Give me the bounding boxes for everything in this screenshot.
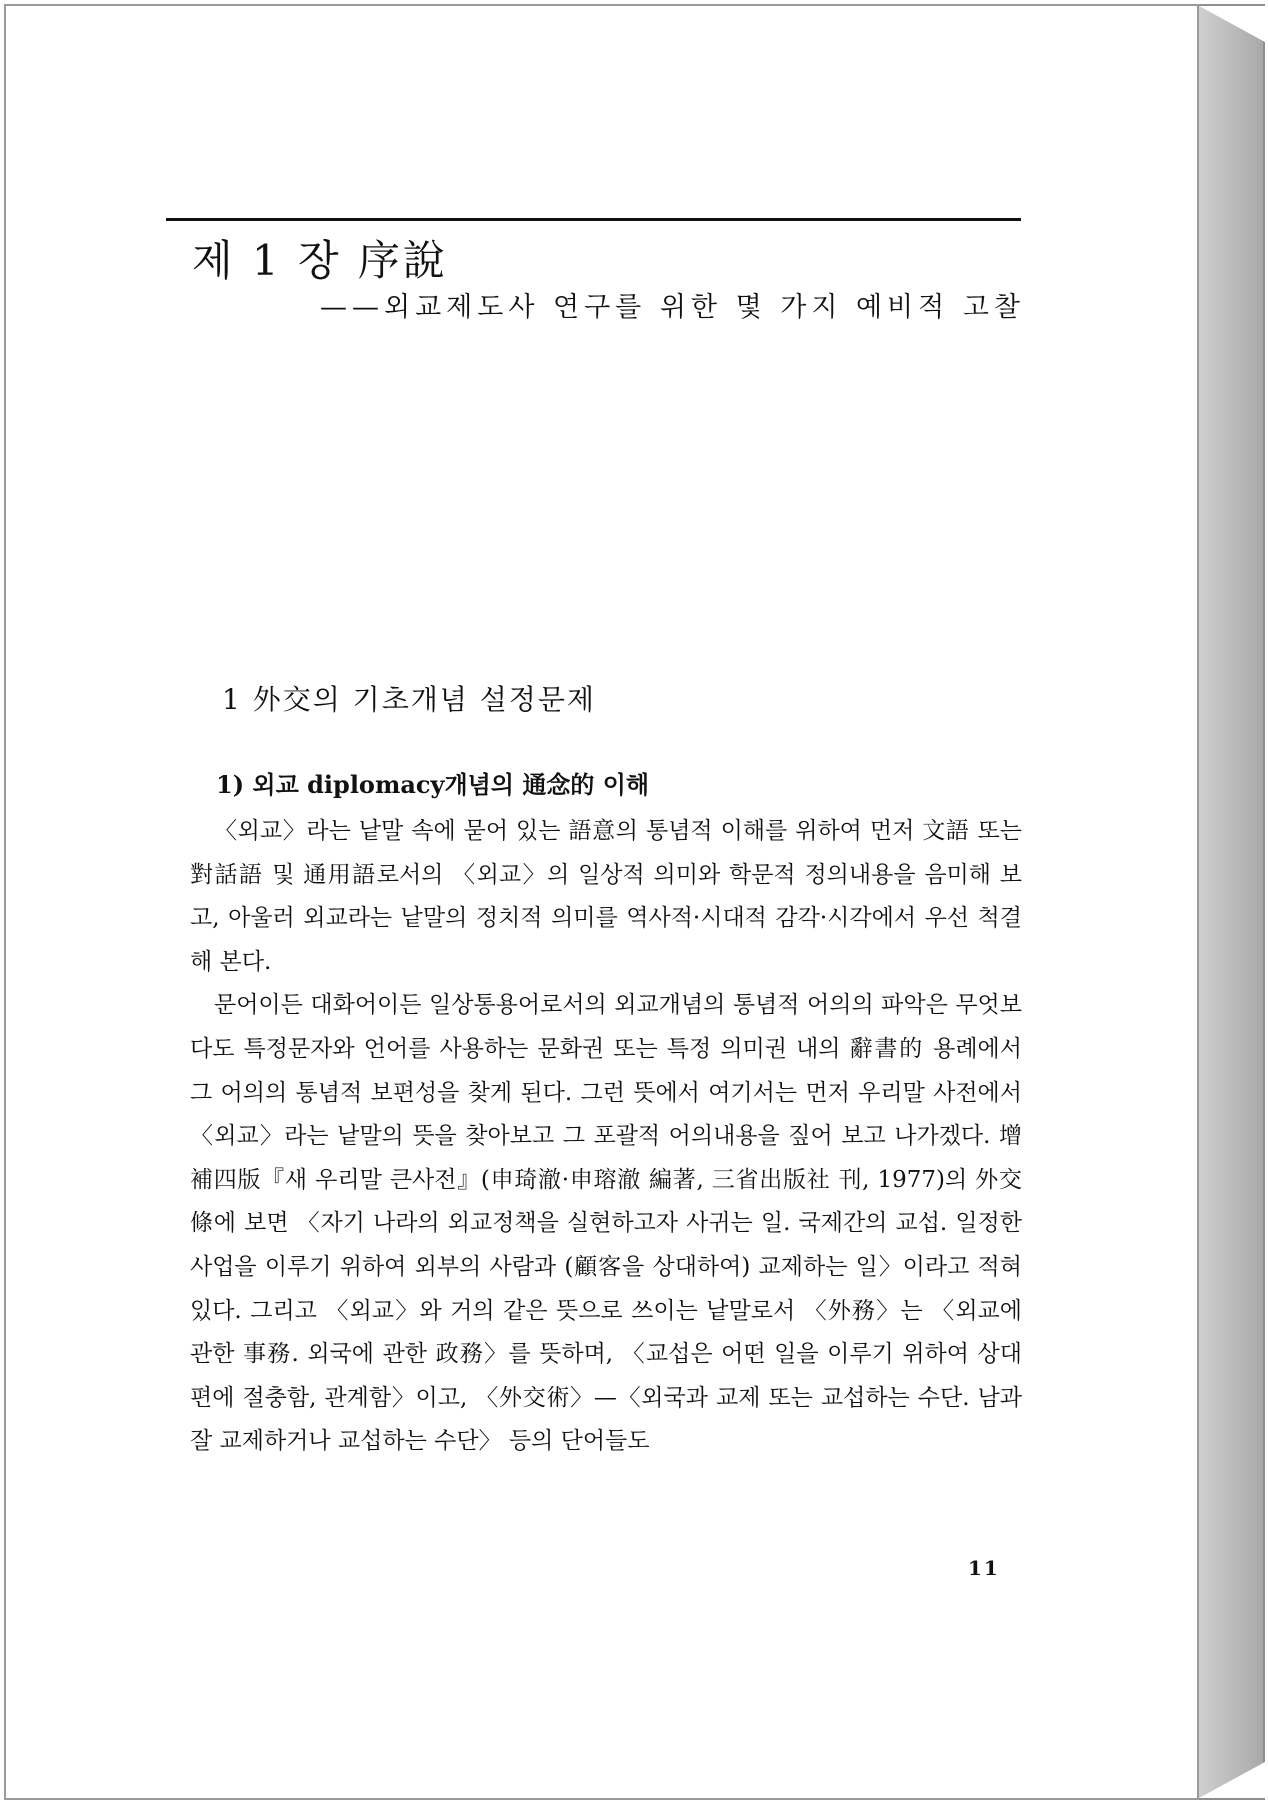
section-heading: 1 外交의 기초개념 설정문제: [222, 683, 596, 716]
subsection-heading: 1) 외교 diplomacy개념의 通念的 이해: [216, 770, 650, 799]
page-number: 11: [968, 1556, 1000, 1580]
chapter-title: 제 1 장 序說: [192, 236, 448, 285]
chapter-rule: [166, 218, 1021, 221]
body-text: [190, 810, 1022, 1464]
page-edge-shadow: [1199, 4, 1265, 1800]
paragraph: 문어이든 대화어이든 일상통용어로서의 외교개념의 통념적 어의의 파악은 무엇보다도 특정문자와 언어를 사용하는 문화권 또는 특정 의미권 내의 辭書的 용례에서 그 어의의 통념적 보편성을 찾게 된다. 그런 뜻에서 여기서는 먼저 우리말 사전에서 〈외교〉라는 낱말의 뜻을 찾아보고 그 포괄적 어의내용을 짚어 보고 나가겠다. 增補四版『새 우리말 큰사전』(申琦澈·申瑢澈 編著, 三省出版社 刊, 1977)의 外交條에 보면 〈자기 나라의 외교정책을 실현하고자 사귀는 일. 국제간의 교섭. 일정한 사업을 이루기 위하여 외부의 사람과 (顧客을 상대하여) 교제하는 일〉이라고 적혀 있다. 그리고 〈외교〉와 거의 같은 뜻으로 쓰이는 낱말로서 〈外務〉는 〈외교에 관한 事務. 외국에 관한 政務〉를 뜻하며, 〈교섭은 어떤 일을 이루기 위하여 상대편에 절충함, 관계함〉이고, 〈外交術〉—〈외국과 교제 또는 교섭하는 수단. 남과 잘 교제하거나 교섭하는 수단〉 등의 단어들도: [190, 992, 1022, 1455]
chapter-subtitle: ——외교제도사 연구를 위한 몇 가지 예비적 고찰: [320, 292, 1025, 323]
paragraph: 〈외교〉라는 낱말 속에 묻어 있는 語意의 통념적 이해를 위하여 먼저 文語 또는 對話語 및 通用語로서의 〈외교〉의 일상적 의미와 학문적 정의내용을 음미해 보고, 아울러 외교라는 낱말의 정치적 의미를 역사적·시대적 감각·시각에서 우선 척결해 본다.: [190, 818, 1022, 975]
